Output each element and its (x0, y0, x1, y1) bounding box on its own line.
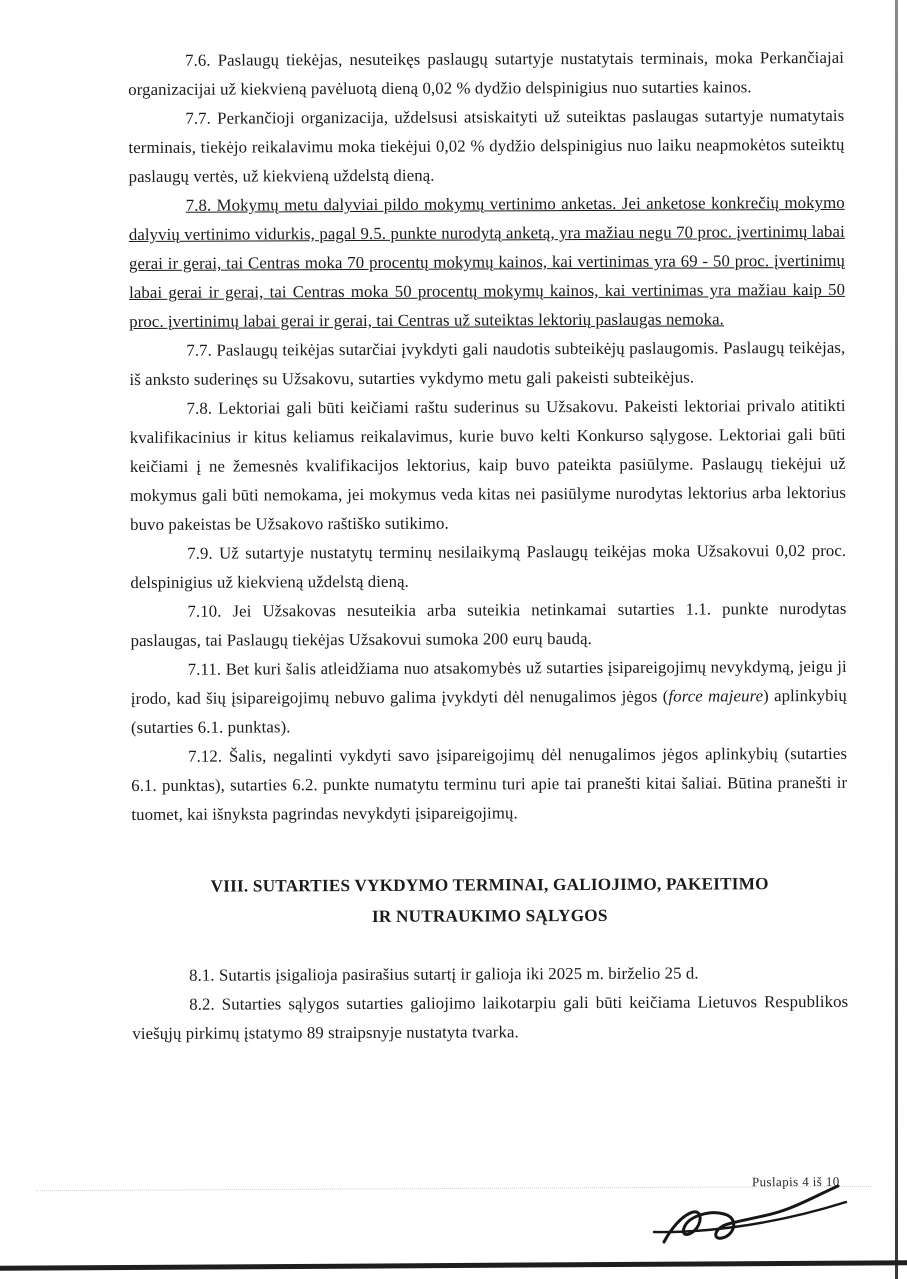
clause-7-7-b: 7.7. Paslaugų teikėjas sutarčiai įvykdyti gali naudotis subteikėjų paslaugomis. Paslaugų teikėjas, iš anksto suderinęs su Užsakovu, sutarties vykdymo metu gali pakeisti subteikėjus. (129, 337, 846, 389)
clause-7-8-b: 7.8. Lektoriai gali būti keičiami raštu suderinus su Užsakovu. Pakeisti lektoriai privalo atitikti kvalifikacinius ir kitus keliamus reikalavimus, kurie buvo kelti Konkurso sąlygose. Lektoriai gali būti keičiami į ne žemesnės kvalifikacijos lektorius, kaip buvo pateikta pasiūlyme. Paslaugų tiekėjui už mokymus gali būti nemokama, jei mokymus veda kitas nei pasiūlyme nurodytas lektorius arba lektorius buvo pakeistas be Užsakovo raštiško sutikimo. (129, 395, 846, 534)
clause-7-10: 7.10. Jei Užsakovas nesuteikia arba suteikia netinkamai sutarties 1.1. punkte nurodytas paslaugas, tai Paslaugų tiekėjas Užsakovui sumoka 200 eurų baudą. (130, 598, 847, 650)
signature-ink-icon (640, 1180, 860, 1260)
page-footer-label: Puslapis 4 iš 10 (751, 1173, 840, 1190)
clause-8-1: 8.1. Sutartis įsigalioja pasirašius sutartį ir galioja iki 2025 m. birželio 25 d. (189, 963, 699, 985)
clause-7-11-text-before: 7.11. Bet kuri šalis atleidžiama nuo atsakomybės už sutarties įsipareigojimų nevykdymą, jeigu ji įrodo, kad šių įsipareigojimų nebuvo galima įvykdyti dėl nenugalimos jėgos ( (130, 656, 847, 708)
clause-7-8-underlined: 7.8. Mokymų metu dalyviai pildo mokymų vertinimo anketas. Jei anketose konkrečių mokymo dalyvių vertinimo vidurkis, pagal 9.5. punkte nurodytą anketą, yra mažiau negu 70 proc. įvertinimų labai gerai ir gerai, tai Centras moka 70 procentų mokymų kainos, kai vertinimas yra 69 - 50 proc. įvertinimų labai gerai ir gerai, tai Centras moka 50 procentų mokymų kainos, kai vertinimas yra mažiau kaip 50 proc. įvertinimų labai gerai ir gerai, tai Centras už suteiktas lektorių paslaugas nemoka. (128, 192, 846, 331)
clause-7-11-text-after: ) aplinkybių (sutarties 6.1. punktas). (130, 685, 847, 737)
clause-7-7: 7.7. Perkančioji organizacija, uždelsusi atsiskaityti už suteiktas paslaugas sutartyje numatytais terminais, tiekėjo reikalavimu moka tiekėjui 0,02 % dydžio delspinigius nuo laiku neapmokėtos suteiktų paslaugų vertės, už kiekvieną uždelstą dieną. (128, 105, 845, 186)
document-body (128, 43, 848, 1048)
signature (640, 1180, 860, 1265)
clause-7-9: 7.9. Už sutartyje nustatytų terminų nesilaikymą Paslaugų teikėjas moka Užsakovui 0,02 proc. delspinigius už kiekvieną uždelstą dieną. (130, 540, 847, 592)
clause-7-6: 7.6. Paslaugų tiekėjas, nesuteikęs paslaugų sutartyje nustatytais terminais, moka Perkančiajai organizacijai už kiekvieną pavėluotą dieną 0,02 % dydžio delspinigius nuo sutarties kainos. (128, 47, 845, 99)
clause-7-11 (131, 652, 847, 742)
scan-edge-right (895, 0, 898, 1279)
clause-8-2: 8.2. Sutarties sąlygos sutarties galiojimo laikotarpiu gali būti keičiama Lietuvos Respublikos viešųjų pirkimų įstatymo 89 straipsnyje nustatyta tvarka. (132, 991, 849, 1043)
section-heading-line2: IR NUTRAUKIMO SĄLYGOS (371, 905, 608, 926)
clause-7-12: 7.12. Šalis, negalinti vykdyti savo įsipareigojimų dėl nenugalimos jėgos aplinkybių (sutarties 6.1. punktas), sutarties 6.2. punkte numatytu terminu turi apie tai pranešti kitai šaliai. Būtina pranešti ir tuomet, kai išnyksta pagrindas nevykdyti įsipareigojimų. (131, 743, 848, 824)
section-heading-line1: VIII. SUTARTIES VYKDYMO TERMINAI, GALIOJIMO, PAKEITIMO (210, 874, 769, 896)
clause-7-11-italic-term: force majeure (668, 686, 764, 706)
section-heading (132, 868, 848, 933)
